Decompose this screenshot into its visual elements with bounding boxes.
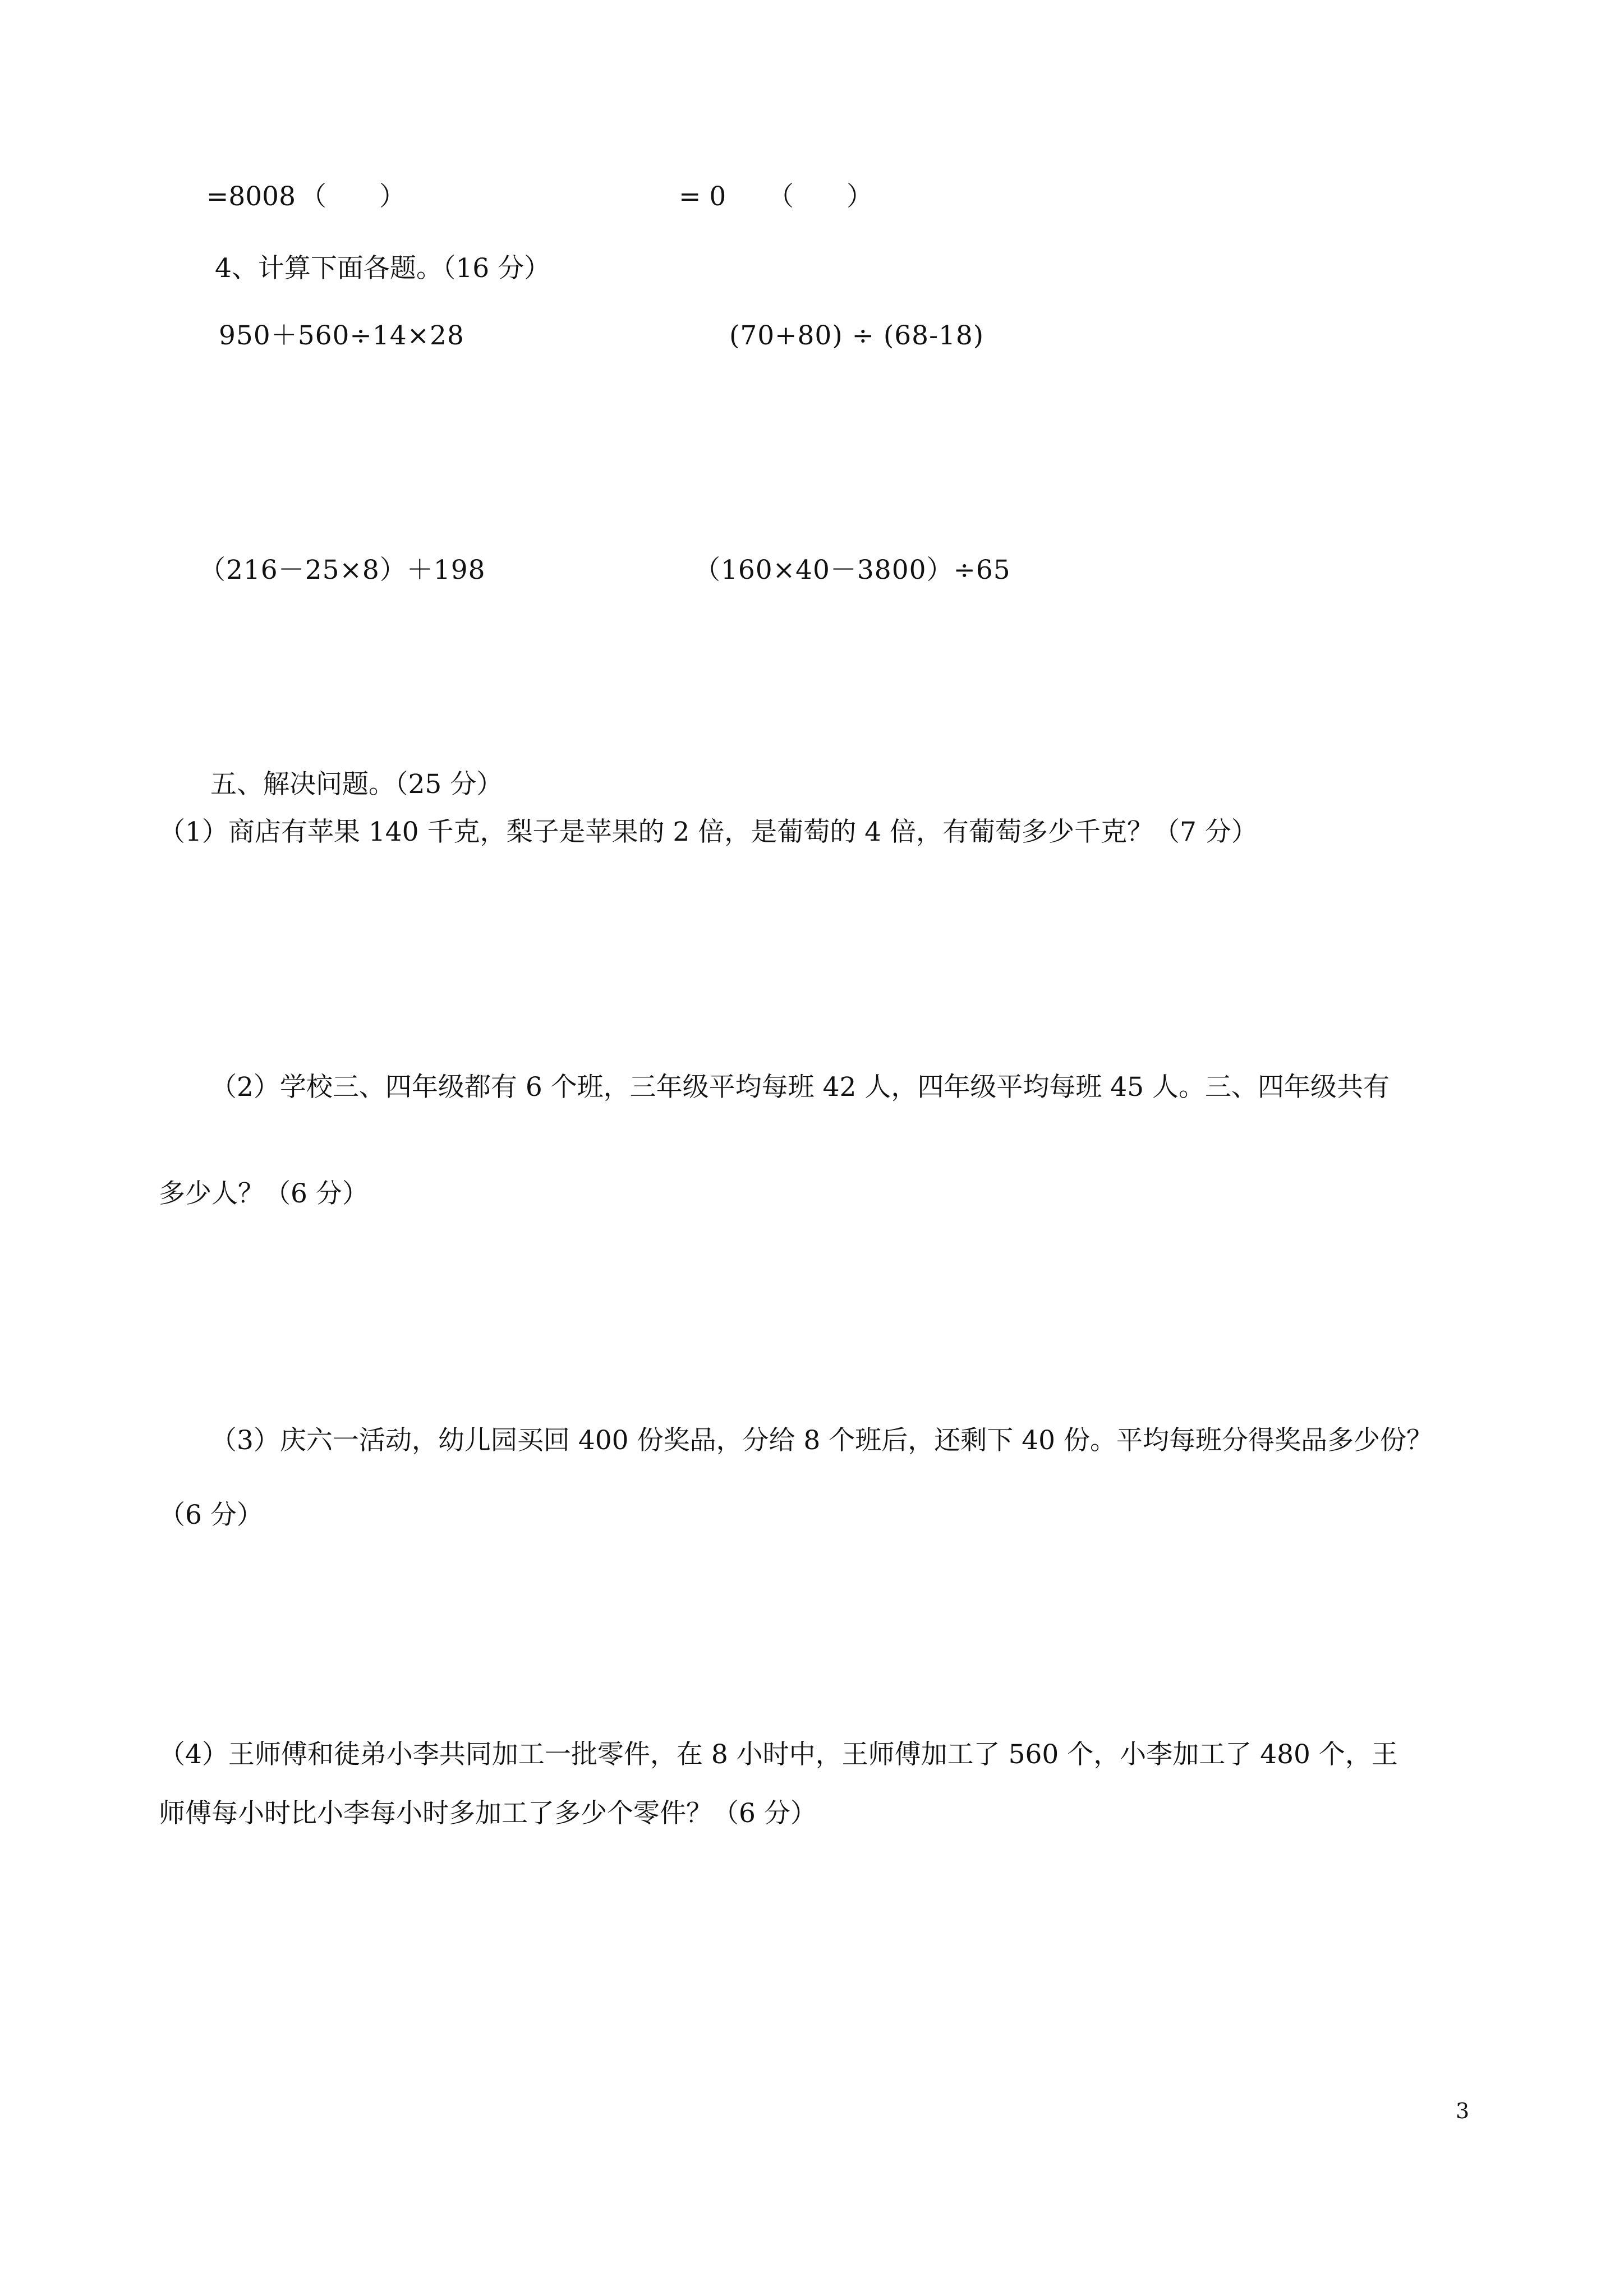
problem-2-line-1: （2）学校三、四年级都有 6 个班，三年级平均每班 42 人，四年级平均每班 45 人。三、四年级共有 [210,1072,1390,1103]
right-equation: = 0 [679,181,726,212]
expression-1: 950＋560÷14×28 [219,320,464,351]
problem-4-line-1: （4）王师傅和徒弟小李共同加工一批零件，在 8 小时中，王师傅加工了 560 个，小李加工了 480 个，王 [159,1739,1398,1770]
problem-1-line-1: （1）商店有苹果 140 千克，梨子是苹果的 2 倍，是葡萄的 4 倍，有葡萄多少千克？（7 分） [159,817,1258,847]
problem-3-line-1: （3）庆六一活动，幼儿园买回 400 份奖品，分给 8 个班后，还剩下 40 份。平均每班分得奖品多少份？ [210,1425,1433,1456]
section4-heading: 4、计算下面各题。（16 分） [215,253,551,284]
left-equation: =8008 [206,181,296,212]
page-number: 3 [1456,2099,1470,2123]
expression-3: （216－25×8）＋198 [199,555,486,585]
problem-4-line-2: 师傅每小时比小李每小时多加工了多少个零件？（6 分） [159,1798,817,1829]
problem-3-line-2: （6 分） [159,1500,263,1530]
left-answer-bracket: （ ） [300,181,406,212]
expression-4: （160×40－3800）÷65 [694,555,1011,585]
problem-2-line-2: 多少人？（6 分） [159,1178,369,1209]
expression-2: (70+80) ÷ (68-18) [729,320,984,351]
section5-heading: 五、解决问题。（25 分） [210,769,503,800]
right-answer-bracket: （ ） [767,181,873,212]
